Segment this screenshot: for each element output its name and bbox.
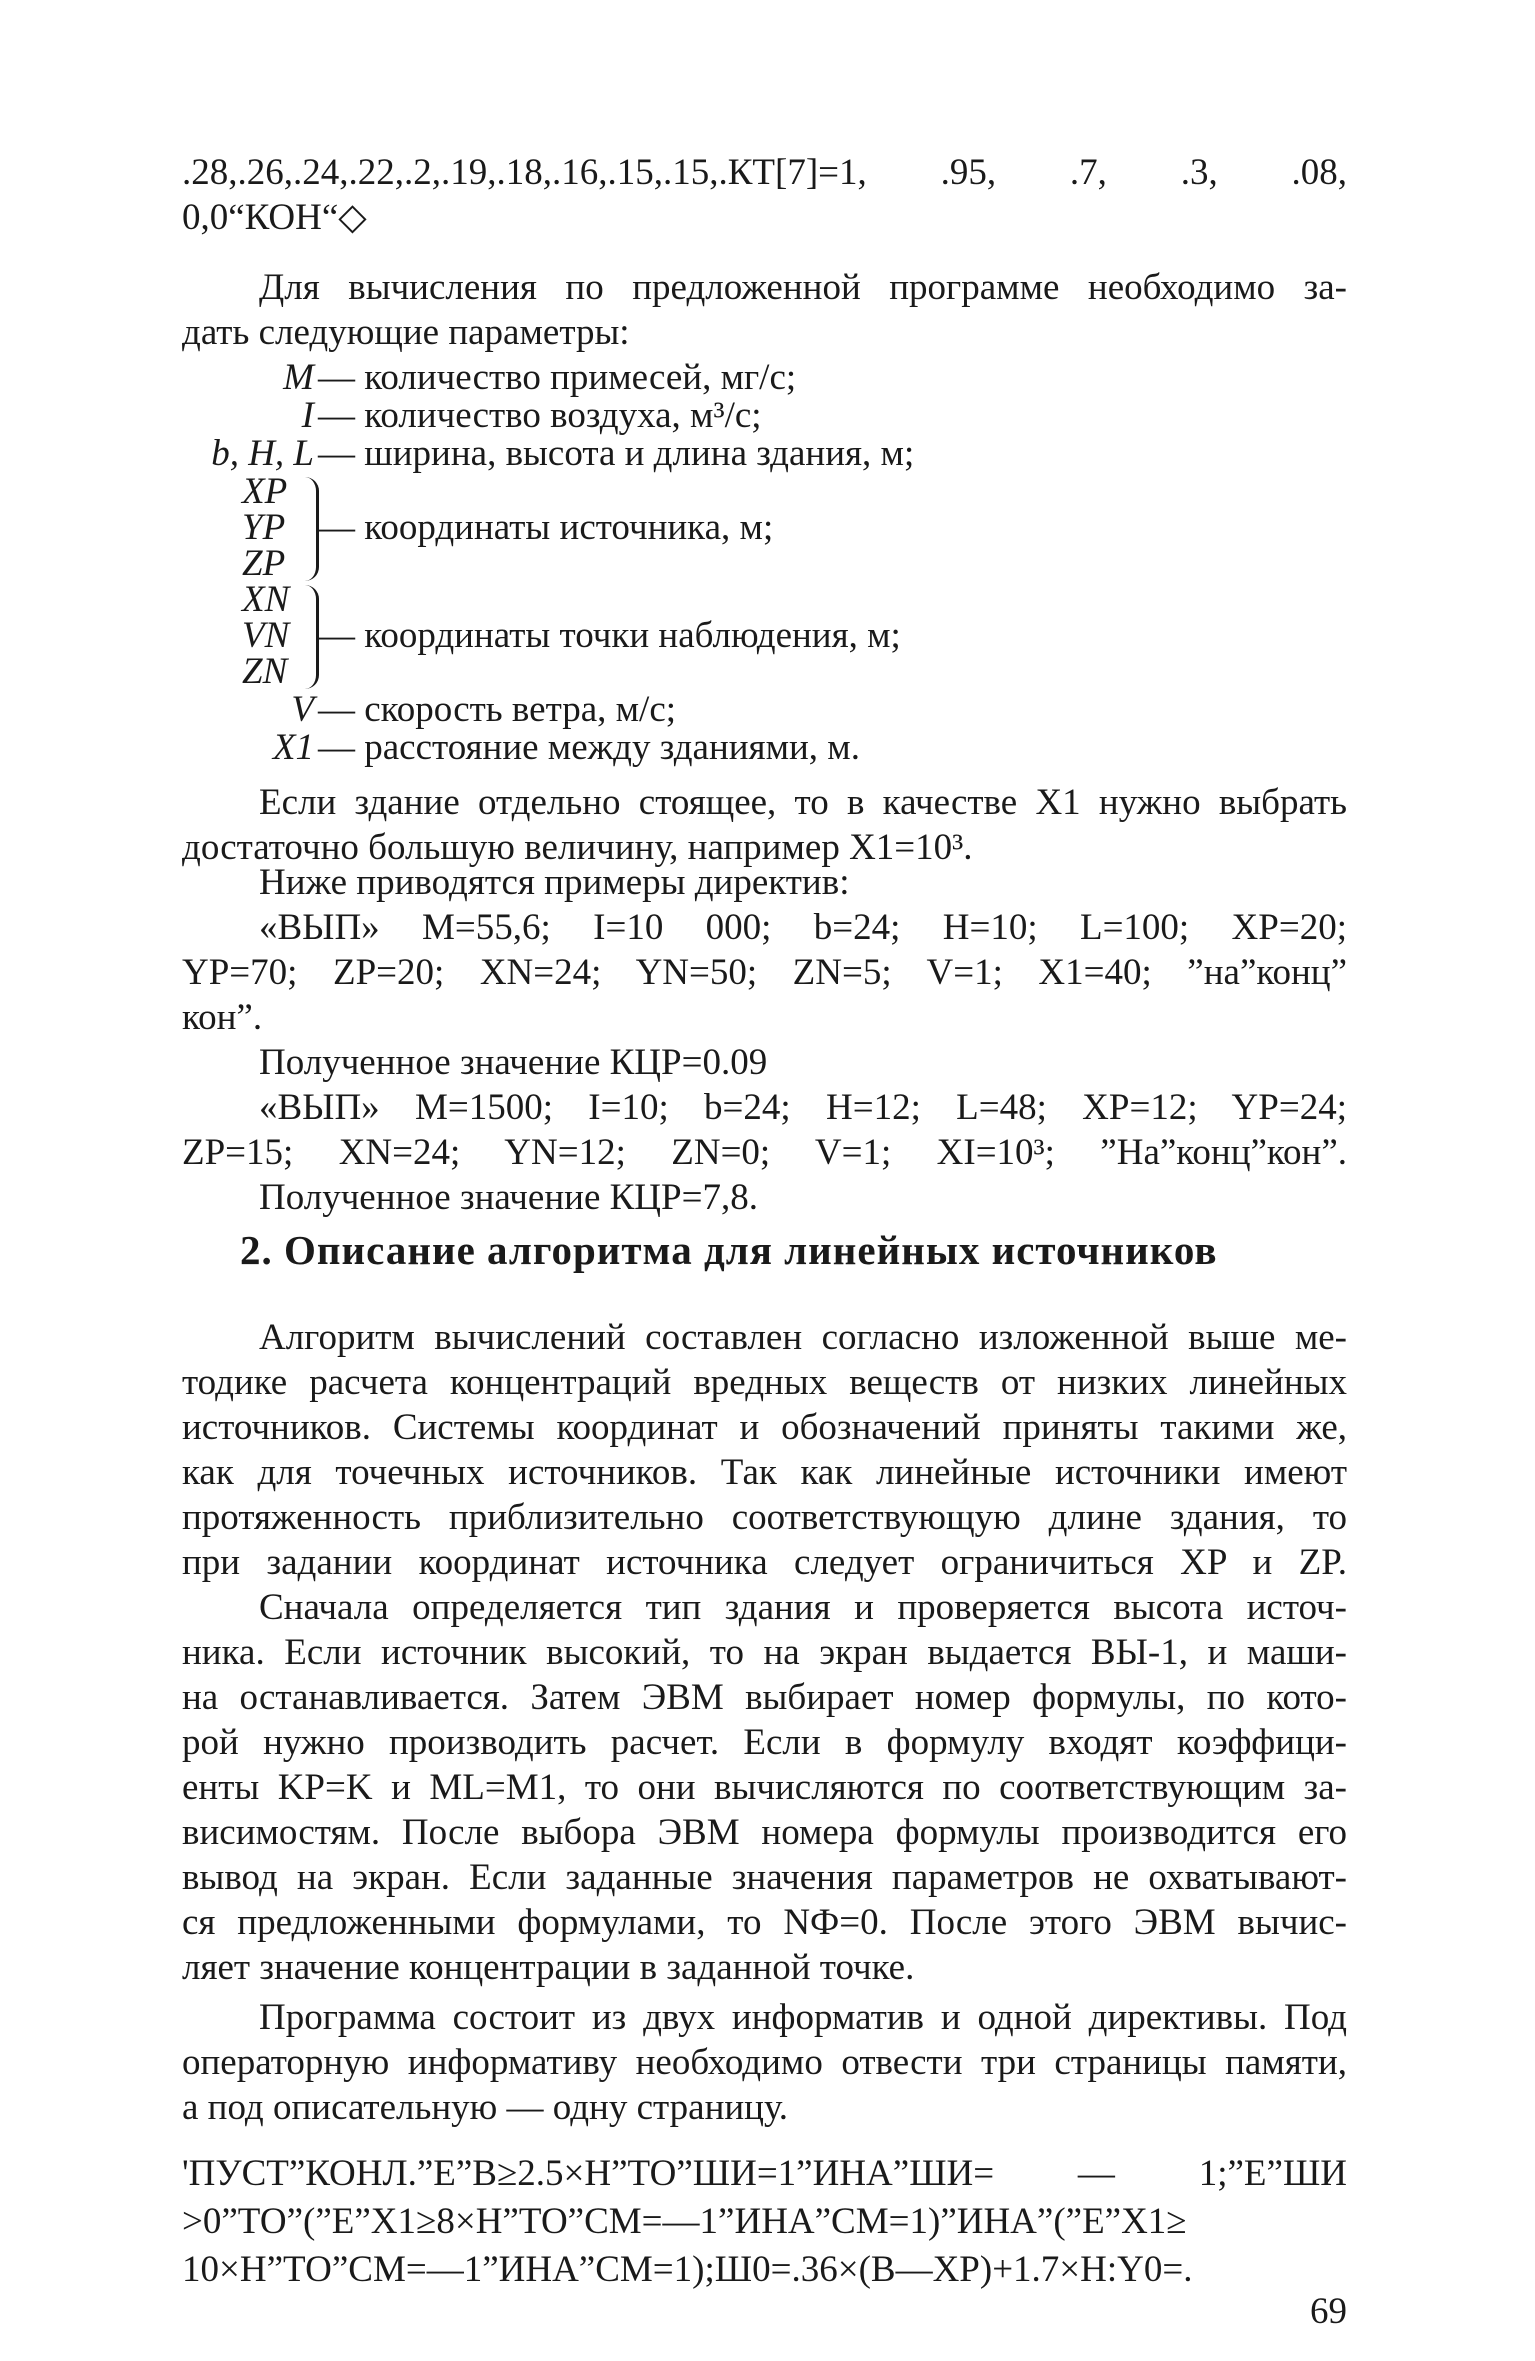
algorithm-paragraph (182, 1315, 1347, 1585)
param-symbol: ZN (242, 651, 288, 692)
text-line: на останавливается. Затем ЭВМ выбирает номер формулы, по кото- (182, 1677, 1347, 1718)
intro-paragraph (182, 265, 1347, 355)
text-line: достаточно большую величину, например X1=10³. (182, 827, 973, 868)
param-desc: — координаты точки наблюдения, м; (318, 615, 901, 656)
directive-line: YP=70; ZP=20; XN=24; YN=50; ZN=5; V=1; X1=40; ”на”конц” (182, 952, 1347, 993)
text-line: енты KP=K и ML=M1, то они вычисляются по соответствующим за- (182, 1767, 1347, 1808)
text-line: Сначала определяется тип здания и проверяется высота источ- (259, 1587, 1347, 1628)
text-line: как для точечных источников. Так как линейные источники имеют (182, 1452, 1347, 1493)
text-line: Для вычисления по предложенной программе необходимо за- (259, 267, 1347, 308)
param-symbol: X1 (272, 727, 314, 768)
param-symbol: XP (242, 471, 288, 512)
text-line: операторную информативу необходимо отвести три страницы памяти, (182, 2042, 1347, 2083)
page-number: 69 (1310, 2291, 1347, 2332)
text-line: тодике расчета концентраций вредных веществ от низких линейных (182, 1362, 1347, 1403)
param-symbol: VN (242, 615, 290, 656)
section-heading: 2. Описание алгоритма для линейных источников (240, 1227, 1218, 1273)
param-symbol: ZP (242, 543, 286, 584)
text-line: Программа состоит из двух информатив и одной директивы. Под (259, 1997, 1347, 2038)
code-line: >0”ТО”(”Е”X1≥8×Н”ТО”СМ=—1”ИНА”СМ=1)”ИНА”(”Е”X1≥ (182, 2201, 1187, 2242)
directive-line: кон”. (182, 997, 263, 1038)
text-line: дать следующие параметры: (182, 312, 630, 353)
param-desc: — координаты источника, м; (318, 507, 774, 548)
procedure-paragraph (182, 1585, 1347, 1990)
text-line: Ниже приводятся примеры директив: (259, 862, 850, 903)
code-line: 'ПУСТ”КОНЛ.”Е”В≥2.5×Н”ТО”ШИ=1”ИНА”ШИ= — 1;”Е”ШИ (182, 2153, 1347, 2194)
param-desc: — количество примесей, мг/с; (318, 357, 797, 398)
param-desc: — ширина, высота и длина здания, м; (318, 433, 915, 474)
text-line: висимостям. После выбора ЭВМ номера формулы производится его (182, 1812, 1347, 1853)
brace (304, 585, 319, 689)
param-symbol: YP (242, 507, 286, 548)
directive-line: ZP=15; XN=24; YN=12; ZN=0; V=1; XI=10³; ”На”конц”кон”. (182, 1132, 1347, 1173)
code-line: 10×Н”ТО”СМ=—1”ИНА”СМ=1);Ш0=.36×(В—ХР)+1.7×Н:Y0=. (182, 2249, 1193, 2290)
directive-line: «ВЫП» M=1500; I=10; b=24; H=12; L=48; XP=12; YP=24; (259, 1087, 1347, 1128)
directive-line: «ВЫП» M=55,6; I=10 000; b=24; H=10; L=100; XP=20; (259, 907, 1347, 948)
result-line: Полученное значение КЦР=7,8. (259, 1177, 758, 1218)
bottom-code-block (182, 2150, 1347, 2294)
text-line: протяженность приблизительно соответствующую длине здания, то (182, 1497, 1347, 1538)
code-line: 0,0“КОН“◇ (182, 197, 367, 238)
program-paragraph (182, 1995, 1347, 2130)
param-symbol: b, H, L (211, 433, 314, 474)
text-line: ляет значение концентрации в заданной точке. (182, 1947, 915, 1988)
code-line: .28,.26,.24,.22,.2,.19,.18,.16,.15,.15,.КТ[7]=1, .95, .7, .3, .08, (182, 152, 1347, 193)
param-symbol: I (301, 395, 314, 436)
examples-block (182, 860, 1347, 1220)
param-symbol: V (291, 689, 314, 730)
text-line: при задании координат источника следует ограничиться XP и ZP. (182, 1542, 1347, 1583)
param-desc: — количество воздуха, м³/с; (318, 395, 762, 436)
text-line: рой нужно производить расчет. Если в формулу входят коэффици- (182, 1722, 1347, 1763)
text-line: ника. Если источник высокий, то на экран выдается ВЫ-1, и маши- (182, 1632, 1347, 1673)
building-paragraph (182, 780, 1347, 870)
param-desc: — расстояние между зданиями, м. (318, 727, 860, 768)
top-code-block (182, 150, 1347, 240)
text-line: Если здание отдельно стоящее, то в качестве X1 нужно выбрать (259, 782, 1347, 823)
param-symbol: M (283, 357, 314, 398)
text-line: а под описательную — одну страницу. (182, 2087, 789, 2128)
param-desc: — скорость ветра, м/с; (318, 689, 677, 730)
result-line: Полученное значение КЦР=0.09 (259, 1042, 768, 1083)
text-line: вывод на экран. Если заданные значения параметров не охватывают- (182, 1857, 1347, 1898)
text-line: ся предложенными формулами, то NФ=0. После этого ЭВМ вычис- (182, 1902, 1347, 1943)
brace (304, 477, 319, 581)
text-line: источников. Системы координат и обозначений приняты такими же, (182, 1407, 1347, 1448)
text-line: Алгоритм вычислений составлен согласно изложенной выше ме- (259, 1317, 1347, 1358)
param-symbol: XN (242, 579, 290, 620)
